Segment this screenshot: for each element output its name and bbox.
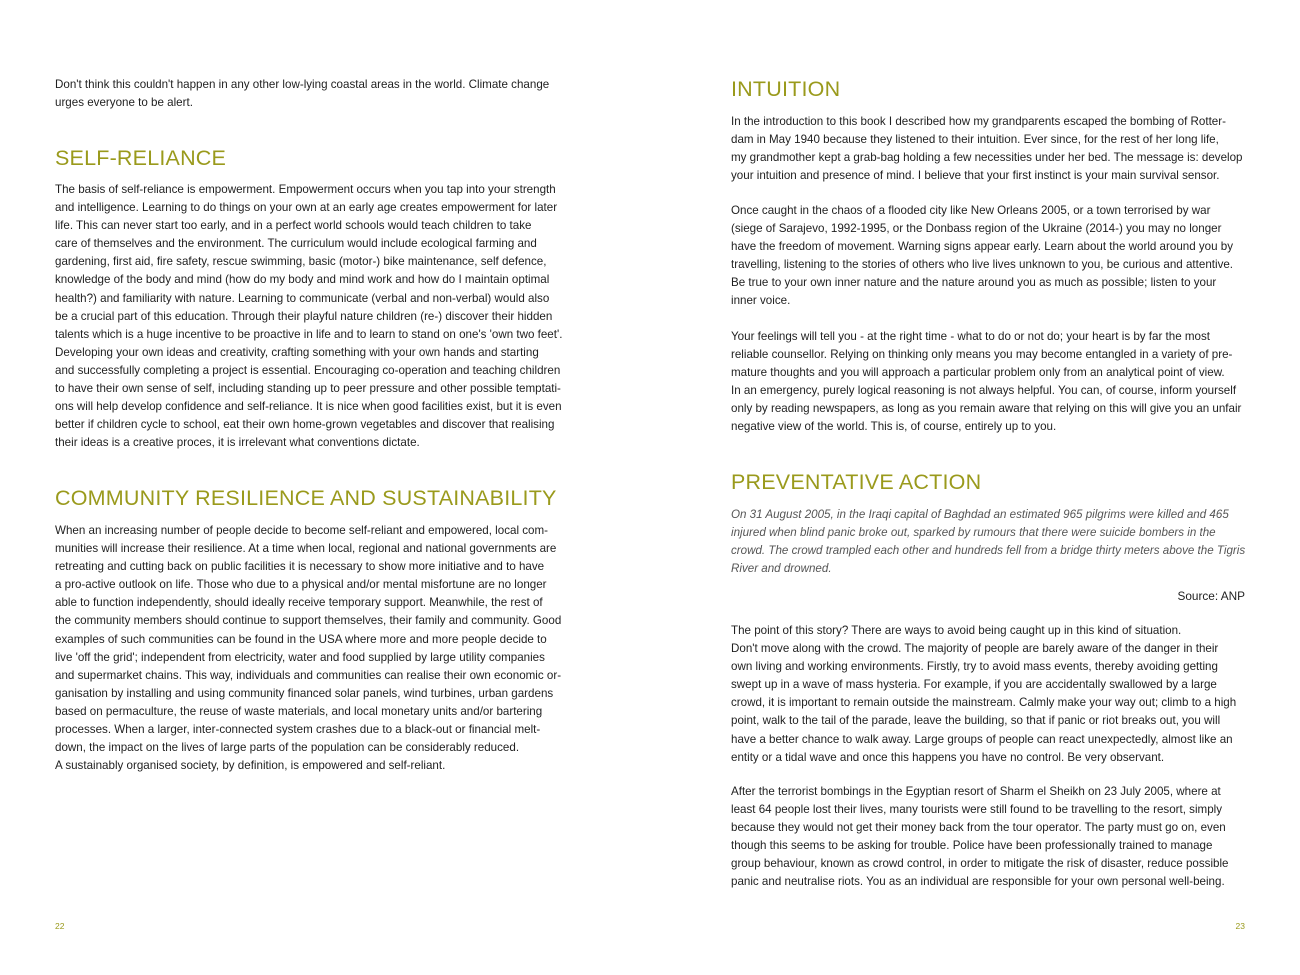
text-line: When an increasing number of people decide to become self-reliant and empowered, local com- bbox=[55, 524, 549, 537]
text-line: only by reading newspapers, as long as you remain aware that relying on this will give you an unfair bbox=[731, 402, 1242, 416]
text-line: munities will increase their resilience. At a time when local, regional and national governments are bbox=[55, 542, 557, 556]
text-line: In the introduction to this book I described how my grandparents escaped the bombing of Rotter- bbox=[731, 115, 1226, 128]
text-line: able to function independently, should ideally receive temporary support. Meanwhile, the rest of bbox=[55, 596, 543, 610]
text-line: better if children cycle to school, eat their own home-grown vegetables and discover that realising bbox=[55, 418, 555, 432]
section-heading-community-resilience: COMMUNITY RESILIENCE AND SUSTAINABILITY bbox=[55, 486, 557, 510]
text-line: reliable counsellor. Relying on thinking only means you may become entangled in a variety of pre- bbox=[731, 348, 1233, 362]
text-line: least 64 people lost their lives, many tourists were still found to be travelling to the resort, simply bbox=[731, 803, 1223, 817]
text-line: processes. When a larger, inter-connected system crashes due to a black-out or financial melt- bbox=[55, 723, 541, 737]
text-line: inner voice. bbox=[731, 294, 791, 308]
preventative-quote bbox=[731, 506, 1247, 578]
text-line: The basis of self-reliance is empowerment. Empowerment occurs when you tap into your strength bbox=[55, 183, 556, 196]
page-number-left: 22 bbox=[55, 921, 65, 931]
community-paragraph bbox=[55, 522, 575, 775]
text-line: entity or a tidal wave and once this happens you have no control. Be very observant. bbox=[731, 750, 1165, 764]
text-line: (siege of Sarajevo, 1992-1995, or the Donbass region of the Ukraine (2014-) you may no longer bbox=[731, 222, 1222, 236]
text-line: to have their own sense of self, including standing up to peer pressure and other possible temptati- bbox=[55, 382, 561, 396]
intuition-section bbox=[731, 76, 1247, 102]
text-line: the community members should continue to support themselves, their family and community. Good bbox=[55, 614, 562, 628]
community-section bbox=[55, 485, 575, 511]
text-line: and supermarket chains. This way, individuals and communities can realise their own economic or- bbox=[55, 668, 562, 682]
intuition-body-3 bbox=[731, 328, 1247, 437]
text-line: retreating and cutting back on public facilities it is necessary to show more initiative and to have bbox=[55, 560, 545, 574]
text-line: point, walk to the tail of the parade, leave the building, so that if panic or riot breaks out, you will bbox=[731, 714, 1221, 728]
text-line: mature thoughts and you will approach a particular problem only from an analytical point of view. bbox=[731, 366, 1225, 380]
text-line: life. This can never start too early, and in a perfect world schools would teach children to take bbox=[55, 219, 532, 233]
text-line: based on permaculture, the reuse of waste materials, and local monetary units and/or bartering bbox=[55, 704, 543, 718]
text-line: Developing your own ideas and creativity, crafting something with your own hands and starting bbox=[55, 345, 539, 359]
text-line: swept up in a wave of mass hysteria. For example, if you are accidentally swallowed by a large bbox=[731, 678, 1217, 692]
preventative-section bbox=[731, 469, 1247, 495]
intro-paragraph bbox=[55, 76, 575, 112]
text-line: and intelligence. Learning to do things on your own at an early age creates empowerment for later bbox=[55, 201, 558, 215]
text-line: urges everyone to be alert. bbox=[55, 96, 193, 110]
intuition-body-1 bbox=[731, 113, 1247, 185]
text-line: a pro-active outlook on life. Those who due to a physical and/or mental misfortune are no longer bbox=[55, 578, 547, 592]
text-line: care of themselves and the environment. The curriculum would include ecological farming and bbox=[55, 237, 537, 251]
intuition-body-2 bbox=[731, 202, 1247, 311]
text-line: down, the impact on the lives of large parts of the population can be considerably reduced. bbox=[55, 741, 520, 755]
quote-source: Source: ANP bbox=[1177, 589, 1245, 603]
quote-paragraph bbox=[731, 506, 1247, 578]
text-line: gardening, first aid, fire safety, rescue swimming, basic (motor-) bike maintenance, self defence, bbox=[55, 255, 547, 269]
text-line: The point of this story? There are ways to avoid being caught up in this kind of situation. bbox=[731, 624, 1182, 637]
intuition-paragraph-2 bbox=[731, 202, 1247, 311]
text-line: live 'off the grid'; independent from electricity, water and food supplied by large utility companies bbox=[55, 650, 545, 664]
text-line: River and drowned. bbox=[731, 562, 832, 576]
text-line: Don't think this couldn't happen in any other low-lying coastal areas in the world. Climate change bbox=[55, 78, 550, 91]
text-line: crowd, it is important to remain outside the mainstream. Calmly make your way out; climb to a high bbox=[731, 696, 1237, 710]
text-line: and successfully completing a project is essential. Encouraging co-operation and teaching children bbox=[55, 363, 561, 377]
community-body bbox=[55, 522, 575, 775]
section-heading-intuition: INTUITION bbox=[731, 77, 841, 101]
text-line: injured when blind panic broke out, sparked by rumours that there were suicide bombers in the bbox=[731, 526, 1216, 540]
self-reliance-paragraph bbox=[55, 181, 575, 452]
intuition-paragraph-1 bbox=[731, 113, 1247, 185]
text-line: examples of such communities can be found in the USA where more and more people decide to bbox=[55, 632, 547, 646]
intuition-paragraph-3 bbox=[731, 328, 1247, 437]
text-line: A sustainably organised society, by definition, is empowered and self-reliant. bbox=[55, 759, 446, 773]
text-line: travelling, listening to the stories of others who live lives unknown to you, be curious and attentive. bbox=[731, 258, 1234, 272]
right-page bbox=[731, 0, 1247, 975]
text-line: crowd. The crowd trampled each other and hundreds fell from a bridge thirty meters above the Tigris bbox=[731, 544, 1246, 558]
text-line: group behaviour, known as crowd control, in order to mitigate the risk of disaster, reduce possible bbox=[731, 857, 1229, 871]
section-heading-self-reliance: SELF-RELIANCE bbox=[55, 146, 227, 170]
text-line: your intuition and presence of mind. I believe that your first instinct is your main survival sensor. bbox=[731, 169, 1220, 183]
text-line: knowledge of the body and mind (how do my body and mind work and how do I maintain optimal bbox=[55, 273, 550, 287]
text-line: In an emergency, purely logical reasoning is not always helpful. You can, of course, inform yourself bbox=[731, 384, 1237, 398]
left-page bbox=[55, 0, 575, 975]
text-line: ons will help develop confidence and self-reliance. It is nice when good facilities exist, but it is even bbox=[55, 400, 562, 414]
text-line: negative view of the world. This is, of course, entirely up to you. bbox=[731, 420, 1057, 434]
text-line: talents which is a huge incentive to be proactive in life and to learn to stand on one's 'own two feet'. bbox=[55, 327, 563, 341]
source-line bbox=[731, 587, 1245, 605]
page-number-right: 23 bbox=[1235, 921, 1245, 931]
text-line: be a crucial part of this education. Through their playful nature children (re-) discover their hidden bbox=[55, 309, 553, 323]
text-line: health?) and familiarity with nature. Learning to communicate (verbal and non-verbal) would also bbox=[55, 291, 550, 305]
preventative-body-2 bbox=[731, 783, 1247, 892]
preventative-paragraph-2 bbox=[731, 783, 1247, 892]
text-line: Be true to your own inner nature and the nature around you as much as possible; listen to your bbox=[731, 276, 1217, 290]
text-line: dam in May 1940 because they listened to their intuition. Ever since, for the rest of her long life, bbox=[731, 133, 1219, 147]
text-line: my grandmother kept a grab-bag holding a few necessities under her bed. The message is: develop bbox=[731, 151, 1243, 165]
text-line: Once caught in the chaos of a flooded city like New Orleans 2005, or a town terrorised by war bbox=[731, 204, 1211, 217]
text-line: After the terrorist bombings in the Egyptian resort of Sharm el Sheikh on 23 July 2005, where at bbox=[731, 785, 1221, 798]
text-line: Don't move along with the crowd. The majority of people are barely aware of the danger in their bbox=[731, 642, 1219, 656]
text-line: ganisation by installing and using community financed solar panels, wind turbines, urban gardens bbox=[55, 686, 554, 700]
preventative-body-1 bbox=[731, 622, 1247, 767]
self-reliance-body bbox=[55, 181, 575, 452]
self-reliance-section bbox=[55, 145, 575, 171]
preventative-paragraph-1 bbox=[731, 622, 1247, 767]
text-line: own living and working environments. Firstly, try to avoid mass events, thereby avoiding getting bbox=[731, 660, 1218, 674]
text-line: On 31 August 2005, in the Iraqi capital of Baghdad an estimated 965 pilgrims were killed and 465 bbox=[731, 508, 1229, 521]
text-line: have the freedom of movement. Warning signs appear early. Learn about the world around you by bbox=[731, 240, 1234, 254]
text-line: have a better chance to walk away. Large groups of people can react unexpectedly, almost like an bbox=[731, 732, 1233, 746]
text-line: because they would not get their money back from the tour operator. The party must go on, even bbox=[731, 821, 1226, 835]
text-line: their ideas is a creative proces, it is irrelevant what conventions dictate. bbox=[55, 436, 420, 450]
text-line: though this seems to be asking for trouble. Police have been professionally trained to manage bbox=[731, 839, 1213, 853]
intro-text bbox=[55, 76, 575, 112]
text-line: Your feelings will tell you - at the right time - what to do or not do; your heart is by far the most bbox=[731, 330, 1211, 343]
section-heading-preventative-action: PREVENTATIVE ACTION bbox=[731, 470, 982, 494]
text-line: panic and neutralise riots. You as an individual are responsible for your own personal well-being. bbox=[731, 875, 1225, 889]
